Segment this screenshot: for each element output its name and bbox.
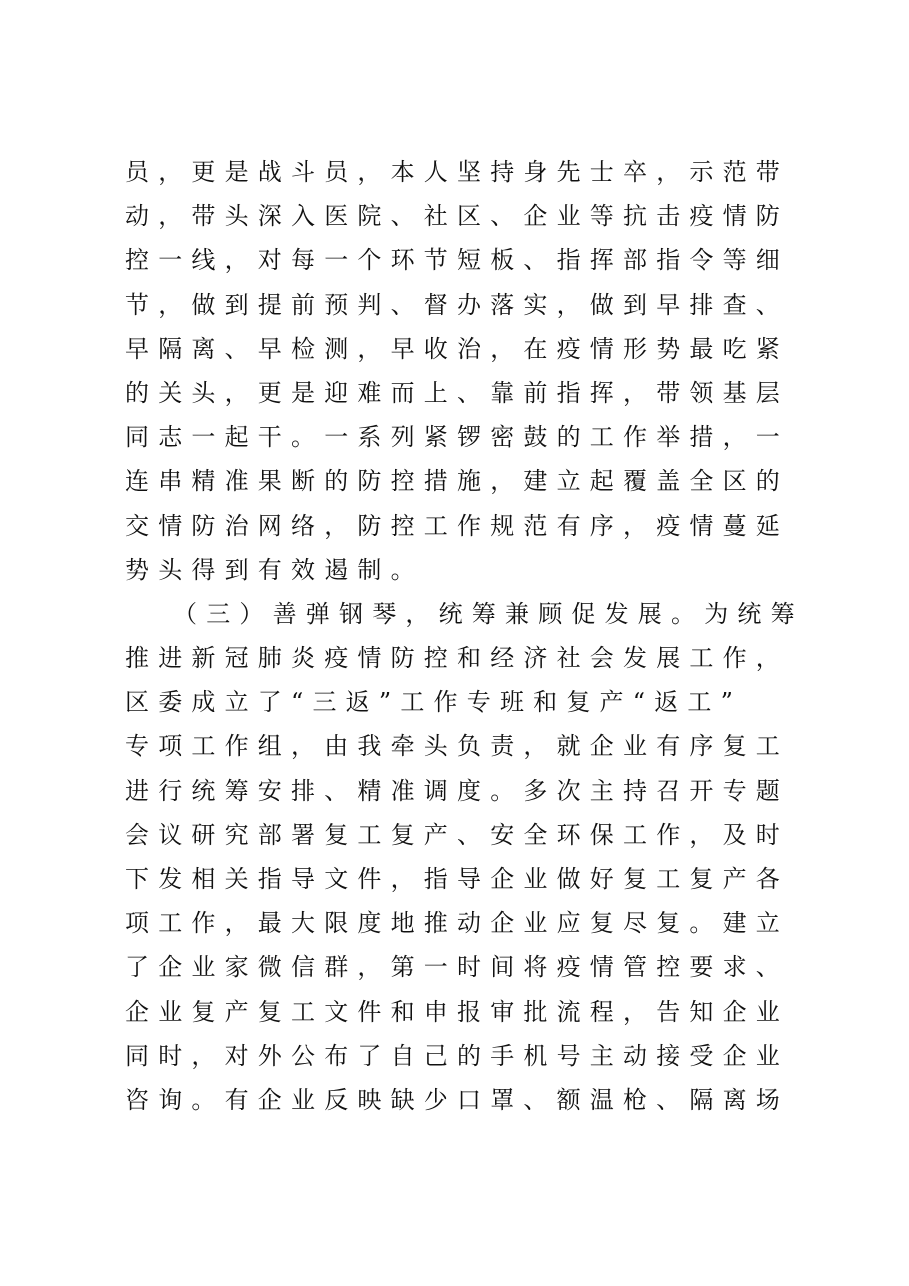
text-line: 早隔离、早检测，早收治，在疫情形势最吃紧: [125, 334, 789, 363]
section-heading-line: （三）善弹钢琴，统筹兼顾促发展。为统筹: [173, 599, 804, 628]
text-line: 企业复产复工文件和申报审批流程，告知企业: [125, 997, 789, 1026]
text-line: 推进新冠肺炎疫情防控和经济社会发展工作，: [125, 644, 789, 673]
text-line: 员，更是战斗员，本人坚持身先士卒，示范带: [125, 158, 789, 186]
text-line: 势头得到有效遏制。: [125, 555, 424, 584]
text-line: 同志一起干。一系列紧锣密鼓的工作举措，一: [125, 423, 789, 452]
text-line: 了企业家微信群，第一时间将疫情管控要求、: [125, 953, 789, 982]
text-line: 动，带头深入医院、社区、企业等抗击疫情防: [125, 202, 789, 231]
text-line: 进行统筹安排、精准调度。多次主持召开专题: [125, 776, 789, 805]
text-line: 专项工作组，由我牵头负责，就企业有序复工: [125, 732, 789, 761]
text-line: 项工作，最大限度地推动企业应复尽复。建立: [125, 909, 789, 938]
text-line: 的关头，更是迎难而上、靠前指挥，带领基层: [125, 378, 789, 407]
paragraph-1: [125, 150, 789, 592]
text-line: 控一线，对每一个环节短板、指挥部指令等细: [125, 246, 789, 275]
text-line: 连串精准果断的防控措施，建立起覆盖全区的: [125, 467, 789, 496]
text-line: 交情防治网络，防控工作规范有序，疫情蔓延: [125, 511, 789, 540]
text-line: 区委成立了“三返”工作专班和复产“返工”: [125, 688, 743, 717]
text-line: 同时，对外公布了自己的手机号主动接受企业: [125, 1041, 789, 1070]
text-line: 咨询。有企业反映缺少口罩、额温枪、隔离场: [125, 1085, 789, 1114]
text-line: 下发相关指导文件，指导企业做好复工复产各: [125, 865, 789, 893]
document-page: [125, 150, 804, 1122]
paragraph-2: [125, 592, 804, 1122]
text-line: 会议研究部署复工复产、安全环保工作，及时: [125, 820, 789, 849]
text-line: 节，做到提前预判、督办落实，做到早排查、: [125, 290, 789, 319]
